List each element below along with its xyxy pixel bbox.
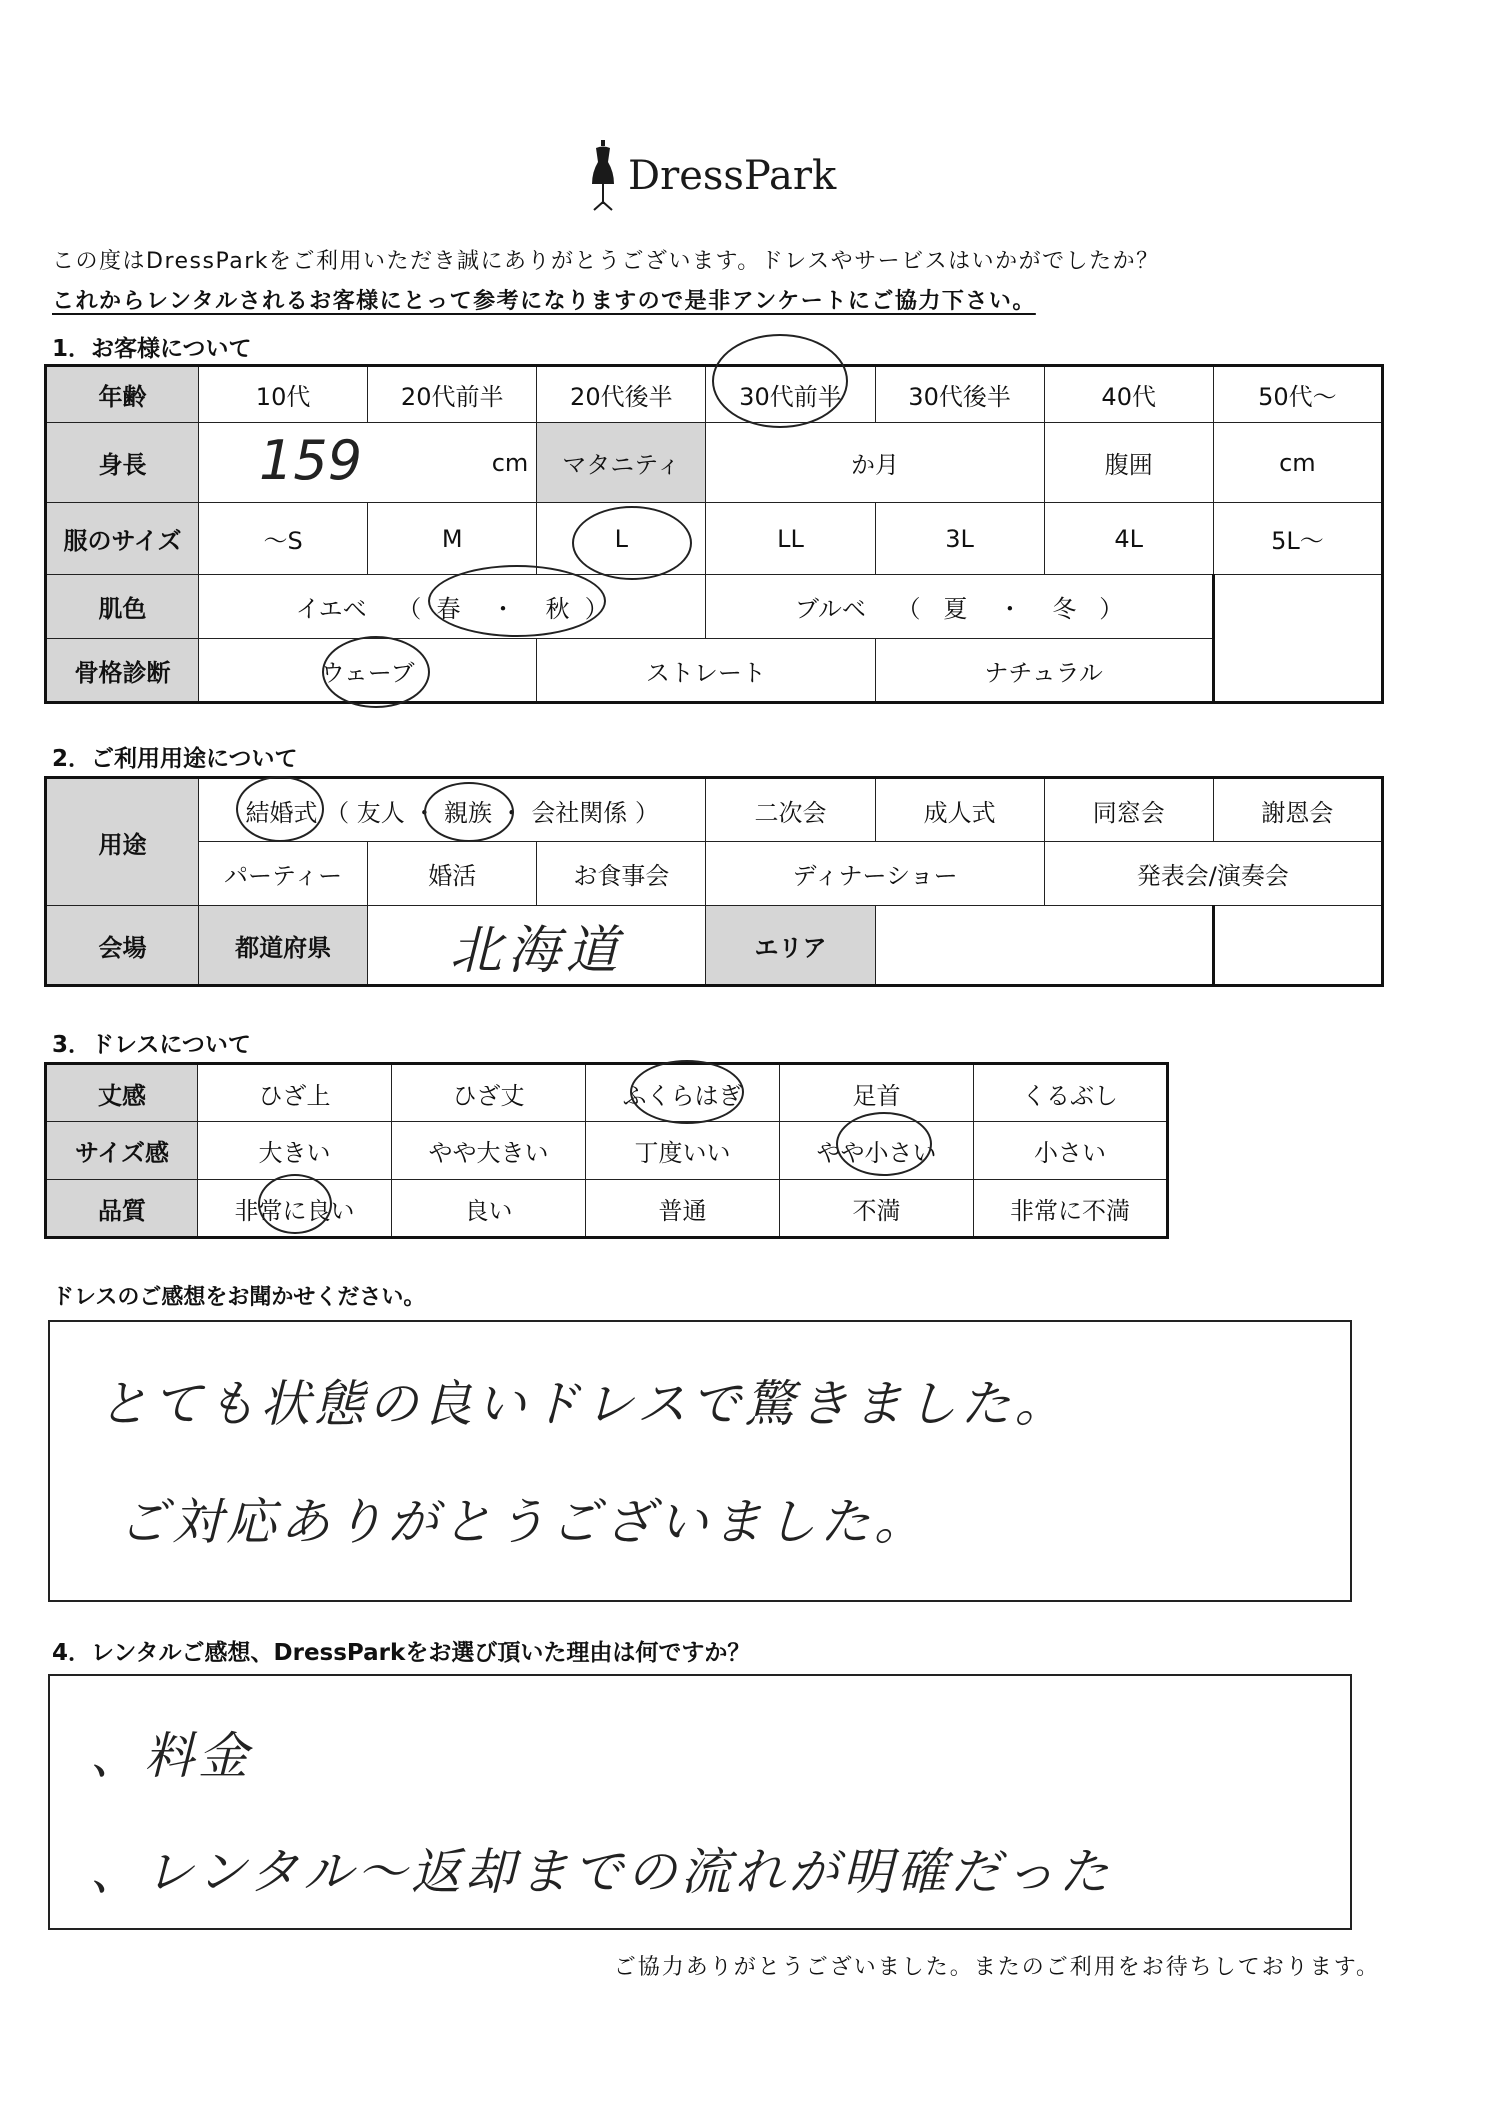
usage-label: 用途 — [46, 778, 199, 906]
frame-option[interactable]: ナチュラル — [875, 639, 1213, 703]
friend-option[interactable]: 友人 — [356, 798, 405, 827]
brand-name: DressPark — [628, 153, 837, 199]
dress-table — [44, 1062, 1169, 1239]
age-option[interactable]: 30代後半 — [875, 366, 1044, 423]
separator-dot: ・ — [499, 798, 524, 827]
fit-option[interactable]: 大きい — [198, 1122, 392, 1180]
fit-option[interactable]: やや大きい — [392, 1122, 586, 1180]
section-1-title: 1．お客様について — [52, 336, 252, 362]
prefecture-value: 北海道 — [449, 920, 624, 981]
yellow-base-option[interactable] — [199, 575, 706, 639]
frame-option[interactable]: ストレート — [537, 639, 875, 703]
height-field[interactable] — [199, 423, 537, 503]
area-field[interactable] — [875, 906, 1213, 986]
separator-dot: ・ — [997, 595, 1022, 623]
quality-option-selected[interactable]: 非常に良い — [198, 1180, 392, 1238]
age-option[interactable]: 20代前半 — [368, 366, 537, 423]
prefecture-label: 都道府県 — [199, 906, 368, 986]
size-label: 服のサイズ — [46, 503, 199, 575]
length-option[interactable]: ひざ上 — [198, 1064, 392, 1122]
venue-label: 会場 — [46, 906, 199, 986]
comment-box[interactable] — [48, 1320, 1352, 1602]
quality-option[interactable]: 非常に不満 — [974, 1180, 1168, 1238]
usage-option[interactable]: 同窓会 — [1044, 778, 1213, 842]
maternity-months-field[interactable] — [706, 423, 1044, 503]
comment-line-2: ご対応ありがとうございました。 — [118, 1493, 928, 1551]
paren-open: （ — [397, 595, 422, 623]
length-option[interactable]: くるぶし — [974, 1064, 1168, 1122]
dress-form-icon — [588, 140, 618, 212]
autumn-option[interactable]: 秋 — [545, 595, 570, 623]
size-row — [46, 503, 1383, 575]
age-row — [46, 366, 1383, 423]
frame-label: 骨格診断 — [46, 639, 199, 703]
age-option-selected[interactable]: 30代前半 — [706, 366, 875, 423]
paren-open: （ — [896, 595, 921, 623]
size-option[interactable]: M — [368, 503, 537, 575]
wedding-label[interactable]: 結婚式 — [245, 798, 318, 827]
usage-table — [44, 776, 1384, 987]
usage-option[interactable]: 二次会 — [706, 778, 875, 842]
frame-option-selected[interactable]: ウェーブ — [199, 639, 537, 703]
height-row — [46, 423, 1383, 503]
summer-option[interactable]: 夏 — [943, 595, 968, 623]
usage-option[interactable]: 成人式 — [875, 778, 1044, 842]
quality-option[interactable]: 良い — [392, 1180, 586, 1238]
age-label: 年齢 — [46, 366, 199, 423]
paren-close: ） — [584, 595, 609, 623]
age-option[interactable]: 10代 — [199, 366, 368, 423]
prefecture-field[interactable] — [368, 906, 706, 986]
usage-option[interactable]: ディナーショー — [706, 842, 1044, 906]
section-2-title: 2．ご利用用途について — [52, 746, 298, 772]
length-option-selected[interactable]: ふくらはぎ — [586, 1064, 780, 1122]
length-option[interactable]: 足首 — [780, 1064, 974, 1122]
size-option[interactable]: LL — [706, 503, 875, 575]
reason-line-1: 、料金 — [90, 1727, 252, 1785]
maternity-label: マタニティ — [537, 423, 706, 503]
size-option[interactable]: 3L — [875, 503, 1044, 575]
separator-dot: ・ — [412, 798, 437, 827]
quality-option[interactable]: 普通 — [586, 1180, 780, 1238]
usage-option[interactable]: パーティー — [199, 842, 368, 906]
fit-option[interactable]: 丁度いい — [586, 1122, 780, 1180]
usage-option[interactable]: お食事会 — [537, 842, 706, 906]
height-label: 身長 — [46, 423, 199, 503]
frame-row — [46, 639, 1383, 703]
size-option[interactable]: ～S — [199, 503, 368, 575]
intro-line-1: この度はDressParkをご利用いただき誠にありがとうございます。ドレスやサービスはいかがでしたか？ — [52, 249, 1160, 274]
winter-option[interactable]: 冬 — [1052, 595, 1077, 623]
paren-close: ） — [1099, 595, 1124, 623]
reason-box[interactable] — [48, 1674, 1352, 1930]
paren-close: ） — [634, 798, 659, 827]
blue-base-label: ブルベ — [794, 595, 866, 623]
fit-option[interactable]: 小さい — [974, 1122, 1168, 1180]
yellow-base-label: イエベ — [295, 595, 367, 623]
spring-option[interactable]: 春 — [436, 595, 461, 623]
age-option[interactable]: 50代～ — [1213, 366, 1382, 423]
height-value: 159 — [259, 429, 363, 492]
quality-label: 品質 — [46, 1180, 198, 1238]
usage-option[interactable]: 謝恩会 — [1213, 778, 1382, 842]
height-unit: cm — [491, 449, 529, 477]
section-3-title: 3．ドレスについて — [52, 1032, 251, 1058]
quality-option[interactable]: 不満 — [780, 1180, 974, 1238]
usage-option[interactable]: 発表会/演奏会 — [1044, 842, 1382, 906]
skin-row — [46, 575, 1383, 639]
thank-you-message: ご協力ありがとうございました。またのご利用をお待ちしております。 — [613, 1955, 1380, 1980]
family-option[interactable]: 親族 — [444, 798, 493, 827]
size-option[interactable]: 4L — [1044, 503, 1213, 575]
wedding-option[interactable] — [199, 778, 706, 842]
company-option[interactable]: 会社関係 — [531, 798, 628, 827]
separator-dot: ・ — [490, 595, 515, 623]
length-option[interactable]: ひざ丈 — [392, 1064, 586, 1122]
blue-base-option[interactable] — [706, 575, 1213, 639]
waist-unit[interactable]: cm — [1213, 423, 1382, 503]
length-label: 丈感 — [46, 1064, 198, 1122]
fit-option-selected[interactable]: やや小さい — [780, 1122, 974, 1180]
paren-open: （ — [325, 798, 350, 827]
skin-label: 肌色 — [46, 575, 199, 639]
usage-option[interactable]: 婚活 — [368, 842, 537, 906]
comment-prompt: ドレスのご感想をお聞かせください。 — [52, 1285, 426, 1310]
customer-table — [44, 364, 1384, 704]
area-label: エリア — [706, 906, 875, 986]
intro-line-2: これからレンタルされるお客様にとって参考になりますので是非アンケートにご協力下さい。 — [52, 289, 1036, 314]
fit-label: サイズ感 — [46, 1122, 198, 1180]
section-4-title: 4．レンタルご感想、DressParkをお選び頂いた理由は何ですか？ — [52, 1640, 751, 1666]
age-option[interactable]: 40代 — [1044, 366, 1213, 423]
comment-line-1: とても状態の良いドレスで驚きました。 — [98, 1375, 1069, 1433]
age-option[interactable]: 20代後半 — [537, 366, 706, 423]
dresspark-logo — [588, 140, 836, 212]
waist-label: 腹囲 — [1044, 423, 1213, 503]
size-option-selected[interactable]: L — [537, 503, 706, 575]
months-unit: か月 — [851, 451, 900, 479]
size-option[interactable]: 5L～ — [1213, 503, 1382, 575]
reason-line-2: 、レンタル～返却までの流れが明確だった — [90, 1843, 1113, 1901]
